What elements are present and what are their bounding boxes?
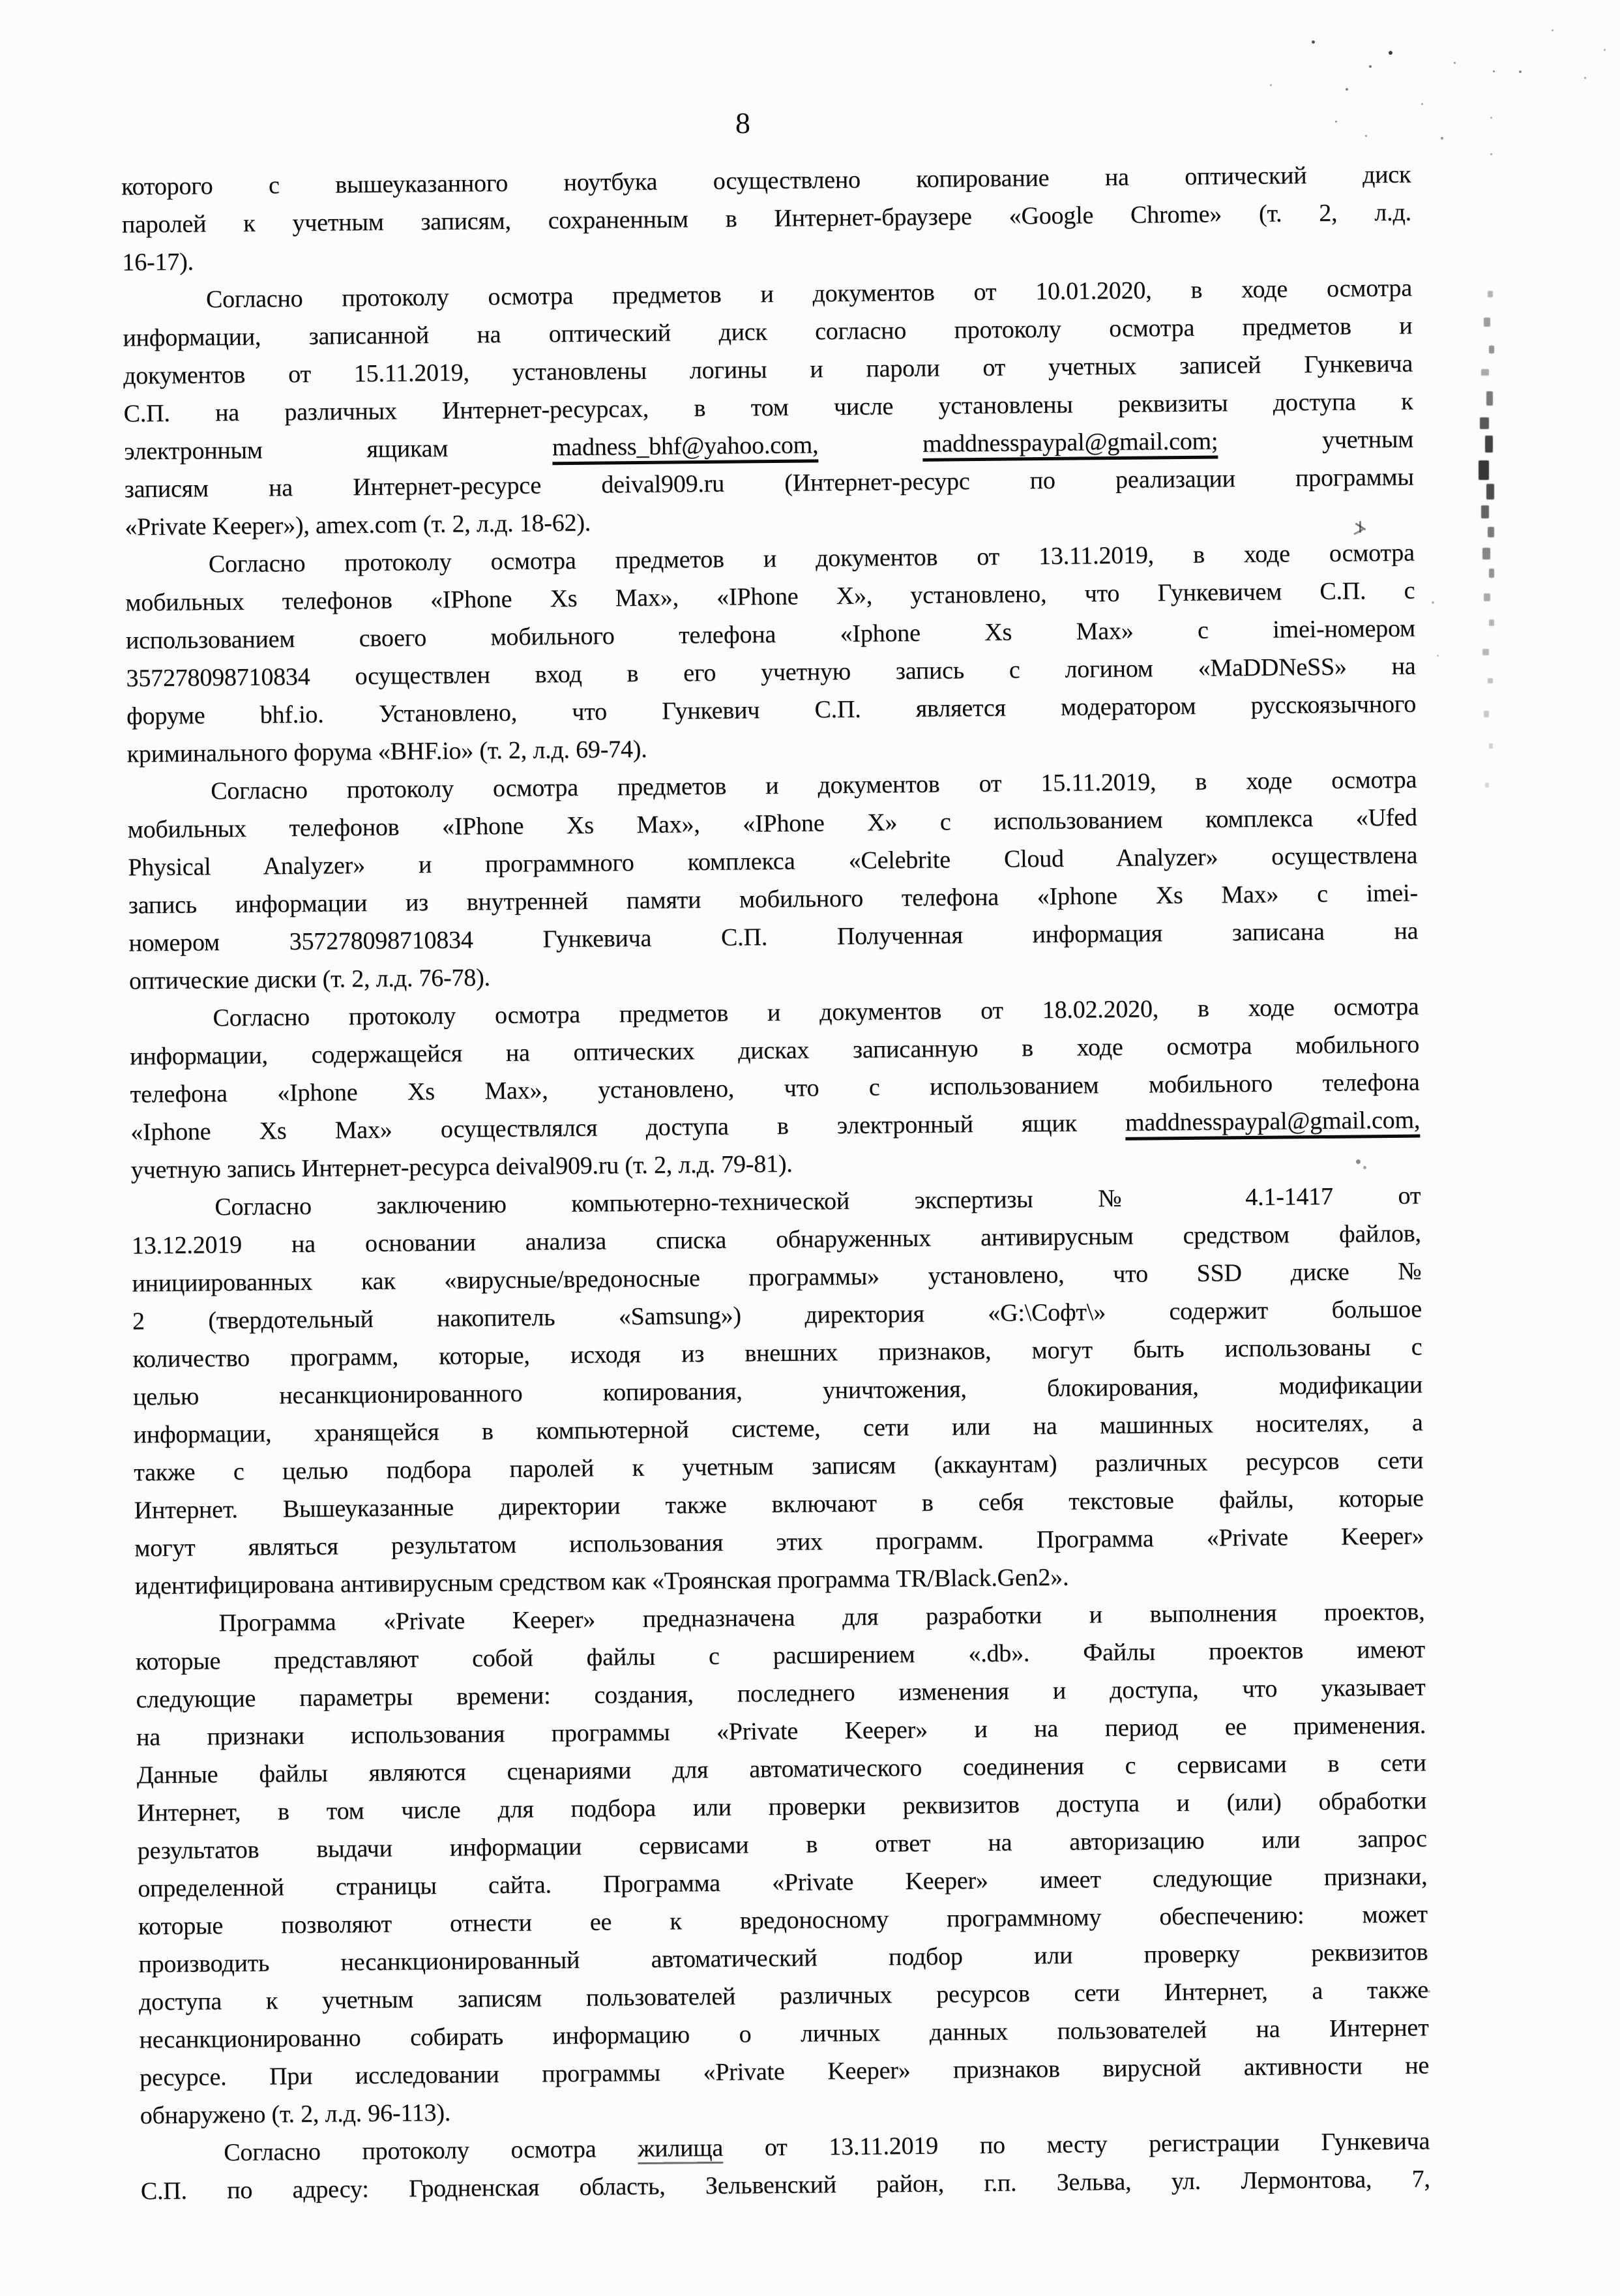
scan-artifact [1484,593,1490,601]
scan-artifact [1482,649,1489,655]
text-segment: также с целью подбора паролей к учетным записям (аккаунтам) различных ресурсов сети [134,1446,1424,1487]
scan-artifact [1489,619,1494,626]
text-segment: результатов выдачи информации сервисами в ответ на авторизацию или запрос [137,1825,1427,1865]
scan-artifact [1489,743,1493,749]
text-segment: С.П. по адресу: Гродненская область, Зельвенский район, г.п. Зельва, ул. Лермонтова, 7, [140,2165,1430,2205]
paragraph [127,761,1419,1000]
scan-artifact [1490,117,1492,119]
text-segment: 2 (твердотельный накопитель «Samsung») директория «G:\Софт\» содержит большое [132,1295,1422,1335]
text-segment: от 13.11.2019 по месту регистрации Гункевича [722,2127,1430,2162]
text-segment: Согласно протоколу осмотра предметов и документов от 10.01.2020, в ходе осмотра [205,274,1413,314]
text-segment: документов от 15.11.2019, установлены логины и пароли от учетных записей Гункевича [123,350,1413,390]
scan-artifact [1488,291,1493,297]
text-segment: Согласно протоколу осмотра предметов и документов от 18.02.2020, в ходе осмотра [213,992,1419,1032]
scan-artifact [1552,29,1554,31]
underlined-text: madness_bhf@yahoo.com, [552,431,819,465]
scan-artifact [1485,436,1493,453]
text-segment: производить несанкционированный автоматический подбор или проверку реквизитов [138,1938,1428,1978]
text-segment: Согласно заключению компьютерно-технической экспертизы № 4.1-1417 от [214,1182,1421,1221]
scan-artifact [1489,346,1494,353]
paragraph [140,2122,1430,2210]
scan-artifact [1486,484,1494,499]
text-segment: номером 357278098710834 Гункевича С.П. Полученная информация записана на [128,917,1419,957]
text-segment: криминального форума «BHF.io» (т. 2, л.д. 69-74). [126,735,647,768]
text-segment: которого с вышеуказанного ноутбука осуществлено копирование на оптический диск [121,160,1411,201]
text-segment: форуме bhf.io. Установлено, что Гункевич С.П. является модератором русскоязычного [126,690,1417,730]
text-segment: следующие параметры времени: создания, последнего изменения и доступа, что указывает [136,1673,1426,1714]
scan-artifact [1482,548,1490,559]
document-body [121,156,1430,2211]
page-number: 8 [735,106,751,140]
text-segment: Physical Analyzer» и программного комплекса «Celebrite Cloud Analyzer» осуществлена [128,841,1418,882]
text-segment: которые позволяют отнести ее к вредоносному программному обеспечению: может [138,1900,1428,1941]
text-segment: на признаки использования программы «Private Keeper» и на период ее применения. [136,1711,1426,1752]
paragraph [125,534,1417,773]
scan-artifact [1428,1990,1430,1993]
underlined-text: жилища [638,2134,724,2163]
paragraph [123,269,1415,546]
text-segment: паролей к учетным записям, сохраненным в Интернет-браузере «Google Chrome» (т. 2, л.д. [121,198,1411,239]
scan-artifact [1365,135,1367,137]
text-segment: информации, хранящейся в компьютерной системе, сети или на машинных носителях, а [133,1409,1423,1449]
scan-artifact [1270,84,1272,86]
scan-artifact [1421,103,1423,105]
scan-artifact [1480,417,1489,429]
scan-artifact [1584,77,1586,79]
text-segment: использованием своего мобильного телефона «Iphone Xs Max» с imei-номером [125,614,1416,655]
scan-artifact [1484,318,1490,327]
underlined-text: maddnesspaypal@gmail.com; [922,427,1218,461]
scan-artifact [1312,40,1315,44]
text-segment: учетным [1218,425,1414,455]
text-segment: доступа к учетным записям пользователей различных ресурсов сети Интернет, а также [138,1976,1429,2016]
paragraph [131,1177,1424,1605]
scan-artifact [1488,678,1493,683]
text-segment: мобильных телефонов «IPhone Xs Max», «IPhone X» с использованием комплекса «Ufed [127,803,1417,844]
text-segment [818,430,922,459]
scan-artifact [1441,137,1443,140]
text-segment: запись информации из внутренней памяти мобильного телефона «Iphone Xs Max» с imei- [128,879,1419,919]
scan-artifact [1604,49,1606,51]
text-segment: инициированных как «вирусные/вредоносные программы» установлено, что SSD диске № [132,1257,1422,1298]
text-segment: 16-17). [122,248,194,276]
text-segment: определенной страницы сайта. Программа «Private Keeper» имеет следующие признаки, [138,1862,1428,1903]
scan-artifact [1385,174,1387,176]
scan-artifact [1485,783,1489,788]
text-segment: информации, содержащейся на оптических дисках записанную в ходе осмотра мобильного [129,1030,1420,1071]
text-segment: электронным ящикам [124,434,553,466]
underlined-text: maddnesspaypal@gmail.com, [1125,1107,1421,1141]
text-segment: Согласно протоколу осмотра [224,2135,638,2167]
paragraph [129,988,1421,1189]
scan-artifact [1437,655,1439,657]
text-segment: идентифицирована антивирусным средством как «Троянская программа TR/Black.Gen2». [134,1563,1069,1600]
text-segment: С.П. на различных Интернет-ресурсах, в том числе установлены реквизиты доступа к [123,387,1413,428]
scan-artifact [1389,51,1392,55]
text-segment: количество программ, которые, исходя из внешних признаков, могут быть использованы с [132,1333,1422,1373]
text-segment: «Iphone Xs Max» осуществлялся доступа в электронный ящик [130,1109,1126,1146]
scan-artifact [1356,1159,1361,1164]
paragraph [121,156,1412,282]
text-segment: которые представляют собой файлы с расширением «.db». Файлы проектов имеют [135,1635,1426,1676]
text-segment: телефона «Iphone Xs Max», установлено, что с использованием мобильного телефона [130,1068,1420,1109]
text-segment: мобильных телефонов «IPhone Xs Max», «IPhone X», установлено, что Гункевичем С.П. с [125,576,1415,617]
text-segment: учетную запись Интернет-ресурса deival909.ru (т. 2, л.д. 79-81). [130,1150,793,1184]
text-segment: Интернет, в том числе для подбора или проверки реквизитов доступа и (или) обработки [137,1787,1427,1827]
text-segment: Интернет. Вышеуказанные директории также включают в себя текстовые файлы, которые [134,1484,1424,1525]
paragraph [135,1593,1430,2135]
scan-artifact [1489,569,1494,578]
scan-artifact [1335,121,1337,123]
scan-artifact [1481,369,1489,376]
scan-artifact [1493,70,1495,72]
scan-artifact [1369,65,1372,68]
text-segment: ресурсе. При исследовании программы «Private Keeper» признаков вирусной активности не [139,2051,1430,2092]
scan-artifact [1481,505,1489,518]
scan-artifact [1479,460,1489,480]
text-segment: информации, записанной на оптический диск согласно протоколу осмотра предметов и [123,312,1413,352]
text-segment: несанкционированно собирать информацию о личных данных пользователей на Интернет [139,2014,1429,2054]
text-segment: целью несанкционированного копирования, уничтожения, блокирования, модификации [132,1371,1423,1411]
text-segment: Данные файлы являются сценариями для автоматического соединения с сервисами в сети [136,1749,1426,1789]
text-segment: записям на Интернет-ресурсе deival909.ru (Интернет-ресурс по реализации программы [124,463,1414,503]
text-segment: 13.12.2019 на основании анализа списка обнаруженных антивирусным средством файлов, [131,1219,1422,1260]
text-segment: Согласно протоколу осмотра предметов и документов от 15.11.2019, в ходе осмотра [211,766,1417,805]
scan-artifact [1363,1166,1366,1169]
scan-artifact [1346,88,1348,91]
scan-artifact [1454,62,1456,64]
text-segment: 357278098710834 осуществлен вход в его учетную запись с логином «MaDDNeSS» на [126,652,1416,693]
text-segment: Программа «Private Keeper» предназначена для разработки и выполнения проектов, [218,1598,1425,1637]
text-segment: оптические диски (т. 2, л.д. 76-78). [128,964,491,995]
scan-artifact [1488,527,1494,537]
text-segment: «Private Keeper»), amex.com (т. 2, л.д. 18-62). [125,509,591,541]
text-segment: могут являться результатом использования этих программ. Программа «Private Keeper» [134,1522,1424,1562]
scan-artifact [1486,391,1493,406]
scan-artifact [1490,153,1492,155]
text-segment: обнаружено (т. 2, л.д. 96-113). [140,2098,451,2130]
scan-artifact [1519,70,1522,73]
scan-artifact [1432,601,1434,604]
scan-artifact [1484,711,1489,717]
text-segment: Согласно протоколу осмотра предметов и документов от 13.11.2019, в ходе осмотра [208,539,1415,578]
